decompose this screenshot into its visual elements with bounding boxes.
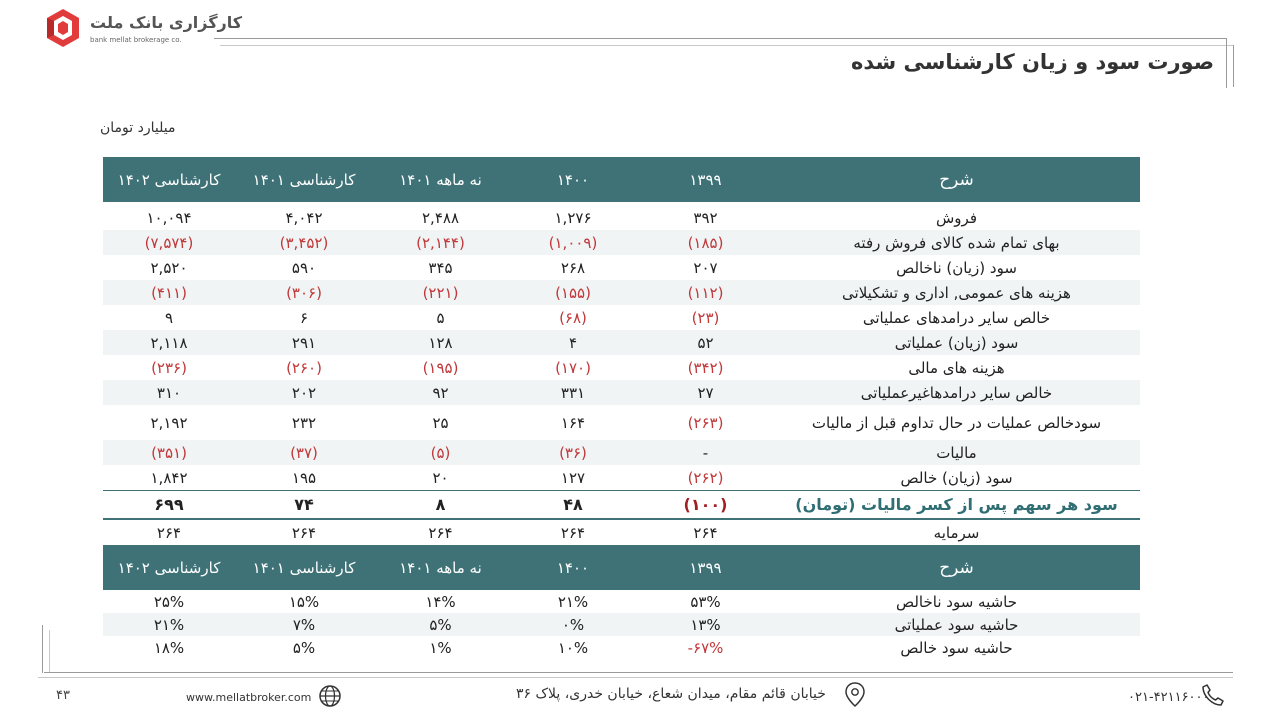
row-label: بهای تمام شده کالای فروش رفته xyxy=(853,233,1060,252)
table-cell: ۷% xyxy=(292,615,316,634)
table-cell: ۱۳% xyxy=(690,615,721,634)
table-cell: ۲۶۴ xyxy=(428,523,453,542)
table-row xyxy=(103,355,1140,380)
table-cell: ۲۵% xyxy=(153,592,185,611)
row-label: خالص سایر درامدهای عملیاتی xyxy=(862,308,1051,327)
table-cell: (۱۱۲) xyxy=(687,283,724,302)
column-header: ۱۴۰۰ xyxy=(556,170,590,189)
table-cell: ۰% xyxy=(561,615,585,634)
table-row xyxy=(103,280,1140,305)
table-cell: ۲,۴۸۸ xyxy=(422,208,459,227)
row-label: هزینه های عمومی, اداری و تشکیلاتی xyxy=(842,283,1071,302)
row-label: مالیات xyxy=(936,443,977,462)
footer-divider xyxy=(44,672,1233,673)
row-label: سود (زیان) خالص xyxy=(900,468,1013,487)
column-header: کارشناسی ۱۴۰۱ xyxy=(252,558,356,577)
table-row xyxy=(103,330,1140,355)
table-cell: ۹۲ xyxy=(432,383,449,402)
column-header: کارشناسی ۱۴۰۱ xyxy=(252,170,356,189)
table-cell: ۲,۵۲۰ xyxy=(150,258,188,277)
table-cell: ۵ xyxy=(436,308,445,327)
row-label: سود (زیان) ناخالص xyxy=(896,258,1017,277)
table-cell: ۷۴ xyxy=(294,495,314,514)
table-row xyxy=(103,613,1140,636)
table-cell: ۲۰۷ xyxy=(693,258,718,277)
phone-icon xyxy=(1200,682,1226,708)
row-label: حاشیه سود عملیاتی xyxy=(894,615,1019,634)
table-cell: ۲۶۴ xyxy=(156,523,182,542)
table-cell: (۳۶) xyxy=(559,443,587,462)
table-cell: ۲۰۲ xyxy=(291,383,317,402)
table-cell: ۵% xyxy=(292,638,316,657)
page-title: صورت سود و زیان کارشناسی شده xyxy=(850,50,1214,74)
phone-number: ۰۲۱-۴۲۱۱۶۰۰۰ xyxy=(1128,690,1210,705)
table-cell: (۲۶۰) xyxy=(286,358,322,377)
row-label: هزینه های مالی xyxy=(908,358,1005,377)
table-cell: - xyxy=(702,443,709,462)
website-link[interactable]: www.mellatbroker.com xyxy=(186,691,312,704)
table-cell: ۲۹۱ xyxy=(291,333,317,352)
table-row xyxy=(103,465,1140,490)
table-cell: -۶۷% xyxy=(687,638,724,657)
table-cell: ۳۱۰ xyxy=(156,383,182,402)
column-header: نه ماهه ۱۴۰۱ xyxy=(399,558,482,577)
header-divider xyxy=(214,38,1226,39)
table-cell: ۱۰,۰۹۴ xyxy=(146,208,192,227)
table-cell: ۸ xyxy=(435,495,446,514)
table-cell: ۶ xyxy=(299,308,309,327)
globe-icon xyxy=(318,684,342,708)
table-cell: ۱۶۴ xyxy=(560,413,586,432)
table-cell: ۱۰% xyxy=(557,638,589,657)
table-cell: (۱۹۵) xyxy=(422,358,459,377)
row-label: خالص سایر درامدهاغیرعملیاتی xyxy=(860,383,1053,402)
table-cell: (۳۴۲) xyxy=(687,358,724,377)
table-cell: ۵۲ xyxy=(697,333,714,352)
table-cell: (۲۳) xyxy=(691,308,720,327)
table-cell: ۳۴۵ xyxy=(428,258,453,277)
table-cell: ۱% xyxy=(429,638,452,657)
table-cell: ۱۹۵ xyxy=(291,468,317,487)
column-header: نه ماهه ۱۴۰۱ xyxy=(399,170,482,189)
table-row xyxy=(103,255,1140,280)
column-header-description: شرح xyxy=(939,169,974,190)
company-logo xyxy=(44,6,243,50)
table-cell: ۱۸% xyxy=(153,638,185,657)
table-cell: ۲۶۴ xyxy=(693,523,718,542)
table-cell: (۳,۴۵۲) xyxy=(279,233,329,252)
table-header xyxy=(103,157,1140,202)
table-cell: (۳۰۶) xyxy=(286,283,322,302)
table-cell: (۲,۱۴۴) xyxy=(416,233,465,252)
table-cell: (۲۶۲) xyxy=(687,468,724,487)
table-cell: (۳۵۱) xyxy=(151,443,187,462)
table-cell: ۲۳۲ xyxy=(291,413,317,432)
table-row xyxy=(103,380,1140,405)
table-row xyxy=(103,590,1140,613)
table-cell: ۲۶۸ xyxy=(560,258,586,277)
table-cell: (۱۸۵) xyxy=(687,233,724,252)
table-cell: (۱۵۵) xyxy=(555,283,591,302)
table-cell: ۶۹۹ xyxy=(154,495,184,514)
table-cell: ۱,۸۴۲ xyxy=(150,468,188,487)
table-cell: (۳۷) xyxy=(290,443,318,462)
table-cell: ۱۵% xyxy=(288,592,320,611)
table-cell: ۳۹۲ xyxy=(693,208,718,227)
table-row xyxy=(103,636,1140,659)
column-header: کارشناسی ۱۴۰۲ xyxy=(117,170,221,189)
row-label: سرمایه xyxy=(933,523,980,542)
table-cell: (۲۶۳) xyxy=(687,413,724,432)
column-header: ۱۴۰۰ xyxy=(556,558,590,577)
table-cell: ۲۶۴ xyxy=(560,523,586,542)
table-cell: (۷,۵۷۴) xyxy=(144,233,194,252)
address-text: خیابان قائم مقام، میدان شعاع، خیابان خدری، پلاک ۳۶ xyxy=(516,686,826,702)
frame-right-line-inner xyxy=(1233,45,1234,87)
table-cell: ۳۳۱ xyxy=(560,383,586,402)
row-label: حاشیه سود ناخالص xyxy=(895,592,1018,611)
table-cell: (۲۲۱) xyxy=(422,283,459,302)
row-label: حاشیه سود خالص xyxy=(900,638,1013,657)
table-cell: (۱,۰۰۹) xyxy=(548,233,598,252)
table-row xyxy=(103,205,1140,230)
margin-table-header xyxy=(103,545,1140,590)
table-cell: ۱۴% xyxy=(425,592,456,611)
table-row xyxy=(103,305,1140,330)
column-header: ۱۳۹۹ xyxy=(689,558,722,577)
table-row xyxy=(103,230,1140,255)
table-cell: (۵) xyxy=(430,443,451,462)
table-cell: ۵۳% xyxy=(690,592,721,611)
table-cell: ۵% xyxy=(429,615,452,634)
row-label: سود (زیان) عملیاتی xyxy=(894,333,1019,352)
column-header: کارشناسی ۱۴۰۲ xyxy=(117,558,221,577)
table-cell: ۱۲۸ xyxy=(428,333,453,352)
table-cell: (۴۱۱) xyxy=(151,283,187,302)
table-cell: ۴۸ xyxy=(563,495,583,514)
table-cell: ۴ xyxy=(568,333,578,352)
logo-title: کارگزاری بانک ملت xyxy=(90,13,243,32)
footer-frame-line-inner xyxy=(49,630,50,673)
table-cell: ۹ xyxy=(164,308,174,327)
table-cell: ۲۵ xyxy=(432,413,449,432)
table-cell: ۴,۰۴۲ xyxy=(285,208,323,227)
table-cell: (۶۸) xyxy=(559,308,587,327)
header-divider-inner xyxy=(220,45,1233,46)
row-label: سود هر سهم پس از کسر مالیات (تومان) xyxy=(795,495,1118,514)
column-header-description: شرح xyxy=(939,557,974,578)
page-number: ۴۳ xyxy=(56,688,70,703)
table-cell: (۱۰۰) xyxy=(683,495,728,514)
table-cell: ۲,۱۹۲ xyxy=(150,413,188,432)
table-cell: (۲۳۶) xyxy=(151,358,187,377)
table-cell: ۲۶۴ xyxy=(291,523,317,542)
column-header: ۱۳۹۹ xyxy=(689,170,722,189)
table-cell: ۲۰ xyxy=(432,468,449,487)
table-row xyxy=(103,405,1140,440)
row-label: سودخالص عملیات در حال تداوم قبل از مالیات xyxy=(811,413,1102,432)
table-cell: ۱۲۷ xyxy=(560,468,586,487)
logo-subtitle: bank mellat brokerage co. xyxy=(90,36,182,44)
table-cell: ۵۹۰ xyxy=(291,258,317,277)
table-row xyxy=(103,440,1140,465)
capital-row xyxy=(103,520,1140,545)
eps-row xyxy=(103,490,1140,520)
table-cell: ۱,۲۷۶ xyxy=(554,208,592,227)
table-cell: ۲۱% xyxy=(153,615,185,634)
table-cell: ۲۷ xyxy=(697,383,714,402)
logo-emblem-icon xyxy=(44,8,82,48)
table-cell: ۲۱% xyxy=(557,592,589,611)
frame-right-line xyxy=(1226,38,1227,88)
table-cell: ۲,۱۱۸ xyxy=(150,333,188,352)
unit-label: میلیارد تومان xyxy=(100,120,176,136)
income-statement-table xyxy=(103,157,1140,659)
location-pin-icon xyxy=(844,682,866,708)
row-label: فروش xyxy=(936,208,978,227)
footer-divider-inner xyxy=(38,677,1233,678)
footer-frame-line xyxy=(42,625,43,673)
table-cell: (۱۷۰) xyxy=(555,358,591,377)
